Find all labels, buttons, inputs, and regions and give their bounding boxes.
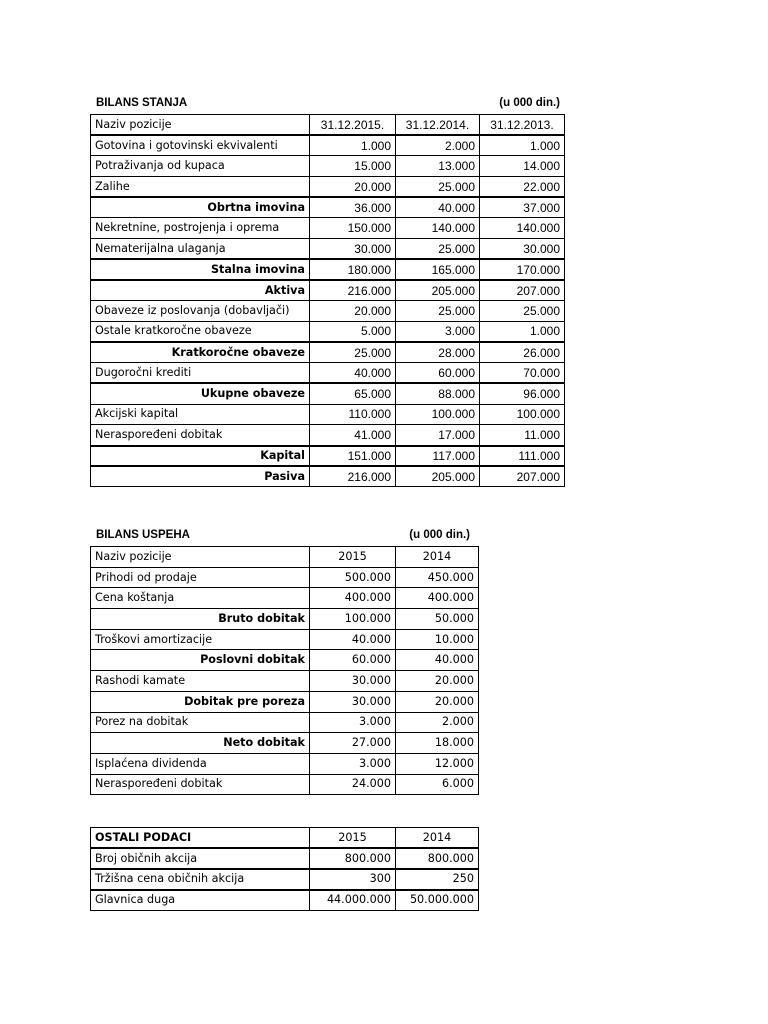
table-row bbox=[91, 342, 565, 363]
row-value: 40.000 bbox=[396, 650, 479, 671]
table-row bbox=[91, 733, 479, 754]
row-value: 20.000 bbox=[310, 301, 396, 322]
row-value: 15.000 bbox=[310, 156, 396, 177]
row-value: 207.000 bbox=[480, 466, 565, 487]
row-label: Isplaćena dividenda bbox=[91, 753, 310, 774]
row-value: 20.000 bbox=[396, 691, 479, 712]
table-row bbox=[91, 609, 479, 630]
row-value: 30.000 bbox=[310, 239, 396, 260]
table-row bbox=[91, 259, 565, 280]
row-label: Nekretnine, postrojenja i oprema bbox=[91, 218, 310, 239]
row-value: 205.000 bbox=[396, 466, 480, 487]
row-value: 117.000 bbox=[396, 446, 480, 467]
column-header-2014: 2014 bbox=[396, 828, 479, 849]
row-value: 18.000 bbox=[396, 733, 479, 754]
row-value: 26.000 bbox=[480, 342, 565, 363]
row-value: 25.000 bbox=[396, 177, 480, 198]
column-header-item: Naziv pozicije bbox=[91, 115, 310, 136]
row-label: Nematerijalna ulaganja bbox=[91, 239, 310, 260]
row-label: Porez na dobitak bbox=[91, 712, 310, 733]
row-value: 205.000 bbox=[396, 280, 480, 301]
row-value: 100.000 bbox=[310, 609, 396, 630]
column-header-2013: 31.12.2013. bbox=[480, 115, 565, 136]
balance-sheet-title: BILANS STANJA bbox=[96, 97, 188, 109]
row-value: 28.000 bbox=[396, 342, 480, 363]
row-value: 216.000 bbox=[310, 466, 396, 487]
row-label: Glavnica duga bbox=[91, 890, 310, 911]
row-value: 44.000.000 bbox=[310, 890, 396, 911]
row-value: 3.000 bbox=[396, 321, 480, 342]
table-row bbox=[91, 869, 479, 890]
row-value: 165.000 bbox=[396, 259, 480, 280]
row-value: 70.000 bbox=[480, 363, 565, 384]
row-value: 100.000 bbox=[480, 404, 565, 425]
row-label: Neraspoređeni dobitak bbox=[91, 425, 310, 446]
row-value: 300 bbox=[310, 869, 396, 890]
row-value: 3.000 bbox=[310, 712, 396, 733]
row-value: 25.000 bbox=[480, 301, 565, 322]
row-value: 22.000 bbox=[480, 177, 565, 198]
table-row bbox=[91, 301, 565, 322]
row-label: Tržišna cena običnih akcija bbox=[91, 869, 310, 890]
row-value: 27.000 bbox=[310, 733, 396, 754]
row-value: 20.000 bbox=[310, 177, 396, 198]
row-value: 41.000 bbox=[310, 425, 396, 446]
table-row bbox=[91, 135, 565, 156]
row-value: 40.000 bbox=[310, 629, 396, 650]
table-row bbox=[91, 588, 479, 609]
table-row bbox=[91, 363, 565, 384]
row-value: 400.000 bbox=[310, 588, 396, 609]
row-value: 20.000 bbox=[396, 671, 479, 692]
column-header-2015: 2015 bbox=[310, 547, 396, 568]
table-row bbox=[91, 383, 565, 404]
row-value: 14.000 bbox=[480, 156, 565, 177]
row-label: Ostale kratkoročne obaveze bbox=[91, 321, 310, 342]
row-label: Akcijski kapital bbox=[91, 404, 310, 425]
row-value: 13.000 bbox=[396, 156, 480, 177]
row-value: 25.000 bbox=[396, 239, 480, 260]
row-total-label: Stalna imovina bbox=[91, 259, 310, 280]
column-header-2015: 2015 bbox=[310, 828, 396, 849]
row-total-label: Kratkoročne obaveze bbox=[91, 342, 310, 363]
table-row bbox=[91, 156, 565, 177]
table-row bbox=[91, 848, 479, 869]
table-row bbox=[91, 197, 565, 218]
row-label: Broj običnih akcija bbox=[91, 848, 310, 869]
row-label: Potraživanja od kupaca bbox=[91, 156, 310, 177]
other-data-table bbox=[90, 827, 479, 911]
row-value: 207.000 bbox=[480, 280, 565, 301]
row-value: 110.000 bbox=[310, 404, 396, 425]
row-value: 800.000 bbox=[396, 848, 479, 869]
row-value: 3.000 bbox=[310, 753, 396, 774]
row-value: 150.000 bbox=[310, 218, 396, 239]
income-statement-column-header-row bbox=[91, 547, 479, 568]
table-row bbox=[91, 650, 479, 671]
row-total-label: Pasiva bbox=[91, 466, 310, 487]
row-value: 12.000 bbox=[396, 753, 479, 774]
row-value: 140.000 bbox=[396, 218, 480, 239]
row-value: 88.000 bbox=[396, 383, 480, 404]
table-row bbox=[91, 890, 479, 911]
row-total-label: Kapital bbox=[91, 446, 310, 467]
balance-sheet-header bbox=[90, 94, 564, 114]
row-label: Gotovina i gotovinski ekvivalenti bbox=[91, 135, 310, 156]
row-value: 36.000 bbox=[310, 197, 396, 218]
row-value: 216.000 bbox=[310, 280, 396, 301]
income-statement-header bbox=[90, 526, 478, 546]
row-value: 30.000 bbox=[310, 691, 396, 712]
row-value: 17.000 bbox=[396, 425, 480, 446]
row-value: 151.000 bbox=[310, 446, 396, 467]
row-value: 37.000 bbox=[480, 197, 565, 218]
row-value: 50.000.000 bbox=[396, 890, 479, 911]
row-total-label: Bruto dobitak bbox=[91, 609, 310, 630]
other-data-column-header-row bbox=[91, 828, 479, 849]
column-header-2014: 2014 bbox=[396, 547, 479, 568]
table-row bbox=[91, 446, 565, 467]
income-statement-table bbox=[90, 546, 479, 795]
row-value: 96.000 bbox=[480, 383, 565, 404]
income-statement-section bbox=[90, 526, 479, 795]
balance-sheet-unit: (u 000 din.) bbox=[499, 97, 560, 109]
row-total-label: Dobitak pre poreza bbox=[91, 691, 310, 712]
row-value: 450.000 bbox=[396, 567, 479, 588]
column-header-item: Naziv pozicije bbox=[91, 547, 310, 568]
row-value: 2.000 bbox=[396, 712, 479, 733]
row-value: 40.000 bbox=[310, 363, 396, 384]
table-row bbox=[91, 280, 565, 301]
balance-sheet-table bbox=[90, 114, 565, 487]
row-total-label: Poslovni dobitak bbox=[91, 650, 310, 671]
balance-sheet-column-header-row bbox=[91, 115, 565, 136]
row-value: 11.000 bbox=[480, 425, 565, 446]
other-data-title: OSTALI PODACI bbox=[91, 828, 310, 849]
row-value: 1.000 bbox=[480, 135, 565, 156]
row-value: 60.000 bbox=[396, 363, 480, 384]
row-label: Rashodi kamate bbox=[91, 671, 310, 692]
row-value: 65.000 bbox=[310, 383, 396, 404]
column-header-2014: 31.12.2014. bbox=[396, 115, 480, 136]
row-value: 10.000 bbox=[396, 629, 479, 650]
table-row bbox=[91, 567, 479, 588]
row-value: 100.000 bbox=[396, 404, 480, 425]
row-label: Troškovi amortizacije bbox=[91, 629, 310, 650]
table-row bbox=[91, 321, 565, 342]
table-row bbox=[91, 425, 565, 446]
row-value: 60.000 bbox=[310, 650, 396, 671]
row-value: 24.000 bbox=[310, 774, 396, 795]
balance-sheet-section bbox=[90, 94, 565, 487]
row-label: Zalihe bbox=[91, 177, 310, 198]
table-row bbox=[91, 753, 479, 774]
row-value: 1.000 bbox=[480, 321, 565, 342]
table-row bbox=[91, 239, 565, 260]
row-value: 111.000 bbox=[480, 446, 565, 467]
table-row bbox=[91, 691, 479, 712]
row-value: 30.000 bbox=[310, 671, 396, 692]
row-value: 25.000 bbox=[396, 301, 480, 322]
income-statement-unit: (u 000 din.) bbox=[409, 529, 470, 541]
table-row bbox=[91, 177, 565, 198]
income-statement-title: BILANS USPEHA bbox=[96, 529, 190, 541]
row-total-label: Ukupne obaveze bbox=[91, 383, 310, 404]
row-value: 25.000 bbox=[310, 342, 396, 363]
row-value: 170.000 bbox=[480, 259, 565, 280]
table-row bbox=[91, 404, 565, 425]
row-total-label: Aktiva bbox=[91, 280, 310, 301]
row-value: 6.000 bbox=[396, 774, 479, 795]
table-row bbox=[91, 774, 479, 795]
row-value: 400.000 bbox=[396, 588, 479, 609]
table-row bbox=[91, 671, 479, 692]
row-value: 50.000 bbox=[396, 609, 479, 630]
row-value: 250 bbox=[396, 869, 479, 890]
row-label: Dugoročni krediti bbox=[91, 363, 310, 384]
table-row bbox=[91, 629, 479, 650]
row-value: 1.000 bbox=[310, 135, 396, 156]
row-value: 140.000 bbox=[480, 218, 565, 239]
row-value: 500.000 bbox=[310, 567, 396, 588]
row-value: 800.000 bbox=[310, 848, 396, 869]
table-row bbox=[91, 466, 565, 487]
row-value: 2.000 bbox=[396, 135, 480, 156]
table-row bbox=[91, 218, 565, 239]
row-value: 180.000 bbox=[310, 259, 396, 280]
row-total-label: Neto dobitak bbox=[91, 733, 310, 754]
row-label: Prihodi od prodaje bbox=[91, 567, 310, 588]
row-value: 40.000 bbox=[396, 197, 480, 218]
table-row bbox=[91, 712, 479, 733]
row-label: Neraspoređeni dobitak bbox=[91, 774, 310, 795]
other-data-section bbox=[90, 827, 479, 911]
row-label: Obaveze iz poslovanja (dobavljači) bbox=[91, 301, 310, 322]
column-header-2015: 31.12.2015. bbox=[310, 115, 396, 136]
row-value: 5.000 bbox=[310, 321, 396, 342]
row-total-label: Obrtna imovina bbox=[91, 197, 310, 218]
row-value: 30.000 bbox=[480, 239, 565, 260]
row-label: Cena koštanja bbox=[91, 588, 310, 609]
